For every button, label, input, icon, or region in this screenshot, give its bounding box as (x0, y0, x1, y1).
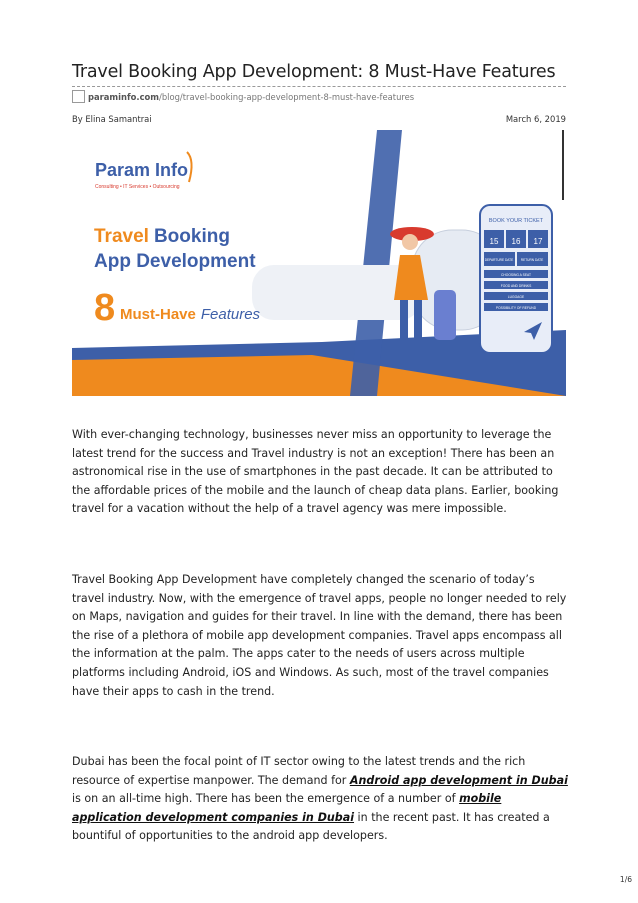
divider (72, 86, 566, 87)
phone-header: BOOK YOUR TICKET (488, 218, 544, 224)
phone-mockup (480, 205, 552, 353)
head (402, 234, 418, 250)
paragraph-3-text: is on an all-time high. There has been the emergence of a number of (72, 792, 460, 806)
favicon-icon (72, 90, 85, 103)
paragraph-3 (72, 753, 568, 846)
publish-date: March 6, 2019 (505, 114, 566, 124)
paragraph-2: Travel Booking App Development have completely changed the scenario of today’s travel industry. Now, with the emergence of travel apps, people no longer needed to rely on Maps, navigation and guides for their travel. In line with the demand, there has been the rise of a plethora of mobile app development companies. Travel apps encompass all the information at the palm. The apps cater to the needs of users across multiple platforms including Android, iOS and Windows. As such, most of the travel companies have their apps to cash in the trend. (72, 573, 567, 698)
paragraph-3-text: Dubai has been the focal point of IT sector owing to the latest trends and the rich resource of expertise manpower. The demand for (72, 755, 526, 787)
brand-logo: Param Info (95, 160, 189, 180)
phone-option: FOOD AND DRINKS (500, 284, 532, 288)
leg-right (414, 300, 422, 340)
mobile-dubai-link[interactable]: mobile application development companies in Dubai (72, 792, 502, 824)
headline-must-have (120, 306, 261, 323)
must-have-text: Must-Have (120, 306, 196, 323)
suitcase (434, 290, 456, 340)
headline-word-booking: Booking (153, 226, 230, 247)
phone-option: LUGGAGE (507, 295, 525, 299)
date-chip: 15 (489, 237, 499, 246)
departure-label: DEPARTURE DATE (484, 258, 514, 262)
headline-line2: App Development (94, 251, 256, 272)
edge-line (562, 130, 564, 200)
brand-tagline: Consulting • IT Services • Outsourcing (95, 184, 180, 190)
source-path: /blog/travel-booking-app-development-8-must-have-features (159, 91, 415, 102)
author: By Elina Samantrai (72, 114, 152, 124)
headline-number: 8 (94, 287, 116, 329)
phone-option: POSSIBILITY OF REFUND (495, 306, 537, 310)
paragraph-3-text: in the recent past. It has created a bountiful of opportunities to the android app developers. (72, 810, 550, 843)
phone-option: CHOOSING A SEAT (501, 273, 531, 277)
return-label: RETURN DATE (520, 258, 544, 262)
android-dubai-link[interactable]: Android app development in Dubai (349, 773, 568, 787)
hero-image (72, 130, 566, 396)
source-url[interactable] (72, 89, 414, 104)
page-number: 1/6 (619, 875, 632, 884)
source-domain: paraminfo.com (88, 91, 160, 102)
page-title: Travel Booking App Development: 8 Must-Have Features (72, 62, 556, 82)
headline-word-travel: Travel (94, 226, 149, 247)
headline-line1 (94, 226, 230, 247)
leg-left (400, 300, 408, 340)
date-chip: 17 (533, 237, 543, 246)
features-text: Features (200, 306, 261, 323)
date-chip: 16 (511, 237, 521, 246)
paragraph-1: With ever-changing technology, businesses never miss an opportunity to leverage the latest trend for the success and Travel industry is not an exception! There has been an astronomical rise in the use of smartphones in the past decade. It can be attributed to the affordable prices of the mobile and the launch of cheap data plans. Earlier, booking travel for a vacation without the help of a travel agency was mere impossible. (72, 428, 559, 516)
